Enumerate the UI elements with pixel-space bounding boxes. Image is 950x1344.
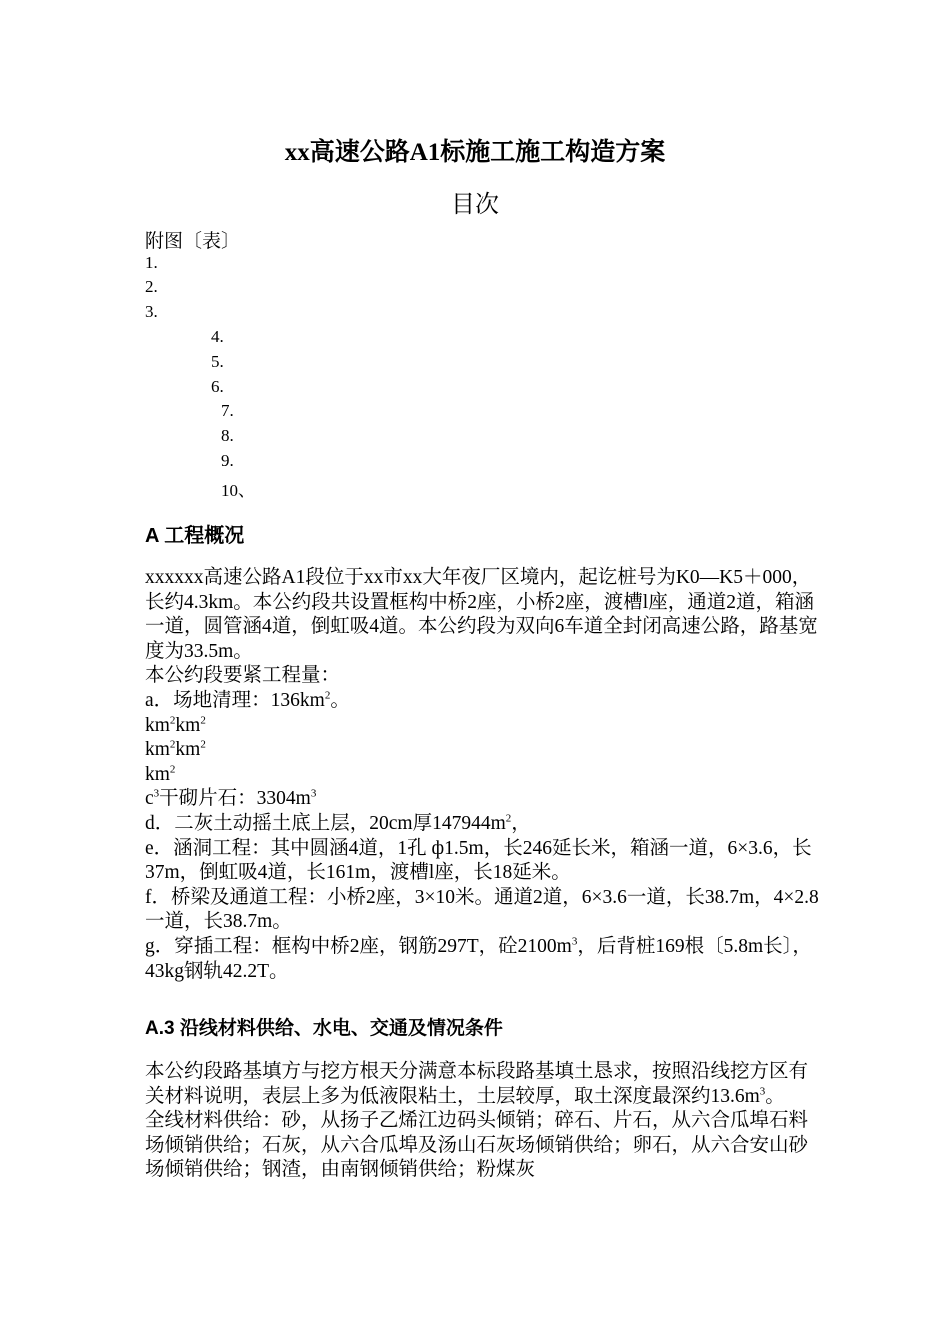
section-heading-overview: A 工程概况 [145, 525, 245, 547]
toc-item: 9. [221, 451, 234, 470]
quantity-unit-line: $km^2km^2$ [145, 738, 206, 761]
quantity-unit-line: $km^2km^2$ [145, 714, 206, 736]
quantity-item-g: g．穿插工程：框构中桥2座，钢筋297T，砼$2100m^3$，后背桩169根〔5.8m长〕，43kg钢轨42.2T。 [145, 935, 812, 982]
section-heading-materials: A.3 沿线材料供给、水电、交通及情况条件 [145, 1018, 503, 1039]
quantity-item-d: d．二灰土动摇土底上层，20cm厚$147944m^2$， [145, 812, 531, 834]
materials-paragraph-2: 全线材料供给：砂，从扬子乙烯江边码头倾销；碎石、片石，从六合瓜埠石料场倾销供给；石灰，从六合瓜埠及汤山石灰场倾销供给；卵石，从六合安山砂场倾销供给；钢渣，由南钢倾销供给；粉煤灰 [145, 1110, 809, 1181]
document-title: xx高速公路A1标施工施工构造方案 [284, 139, 666, 166]
quantity-item-c: $c^3$干砌片石：$3304m^3$ [145, 787, 317, 810]
quantity-item-f: f．桥梁及通道工程：小桥2座，3×10米。通道2道，6×3.6一道，长38.7m，4×2.8一道，长38.7m。 [145, 886, 819, 933]
quantity-unit-line: $km^2$ [145, 763, 176, 785]
toc-item: 7. [221, 401, 234, 420]
toc-item: 2. [145, 277, 158, 296]
quantity-item-a: a．场地清理：$136km^2$。 [145, 689, 350, 711]
toc-item: 6. [211, 377, 224, 396]
quantity-item-e: e．涵洞工程：其中圆涵4道，1孔 ф1.5m，长246延长米，箱涵一道，6×3.6，长37m，倒虹吸4道，长161m，渡槽l座，长18延米。 [145, 837, 812, 884]
toc-item: 8. [221, 426, 234, 445]
section-materials-body [145, 1060, 820, 1183]
toc-item: 5. [211, 352, 224, 371]
toc-item: 1. [145, 253, 158, 272]
toc-item: 3. [145, 302, 158, 321]
toc-title: 目次 [451, 192, 499, 218]
toc-item: 4. [211, 327, 224, 346]
quantities-intro: 本公约段要紧工程量： [145, 665, 341, 687]
toc-item: 10、 [221, 481, 255, 500]
toc-heading: 附图〔表〕 [145, 231, 241, 252]
materials-paragraph-1: 本公约段路基填方与挖方根天分满意本标段路基填土恳求，按照沿线挖方区有关材料说明，表层上多为低液限粘土，土层较厚，取土深度最深约$13.6m^3$。 [145, 1061, 809, 1107]
overview-paragraph: xxxxxx高速公路A1段位于xx市xx大年夜厂区境内，起讫桩号为K0—K5＋000，长约4.3km。本公约段共设置框构中桥2座，小桥2座，渡槽l座，通道2道，箱涵一道，圆管涵4道，倒虹吸4道。本公约段为双向6车道全封闭高速公路，路基宽度为33.5m。 [145, 567, 818, 662]
section-overview-body [145, 566, 820, 984]
